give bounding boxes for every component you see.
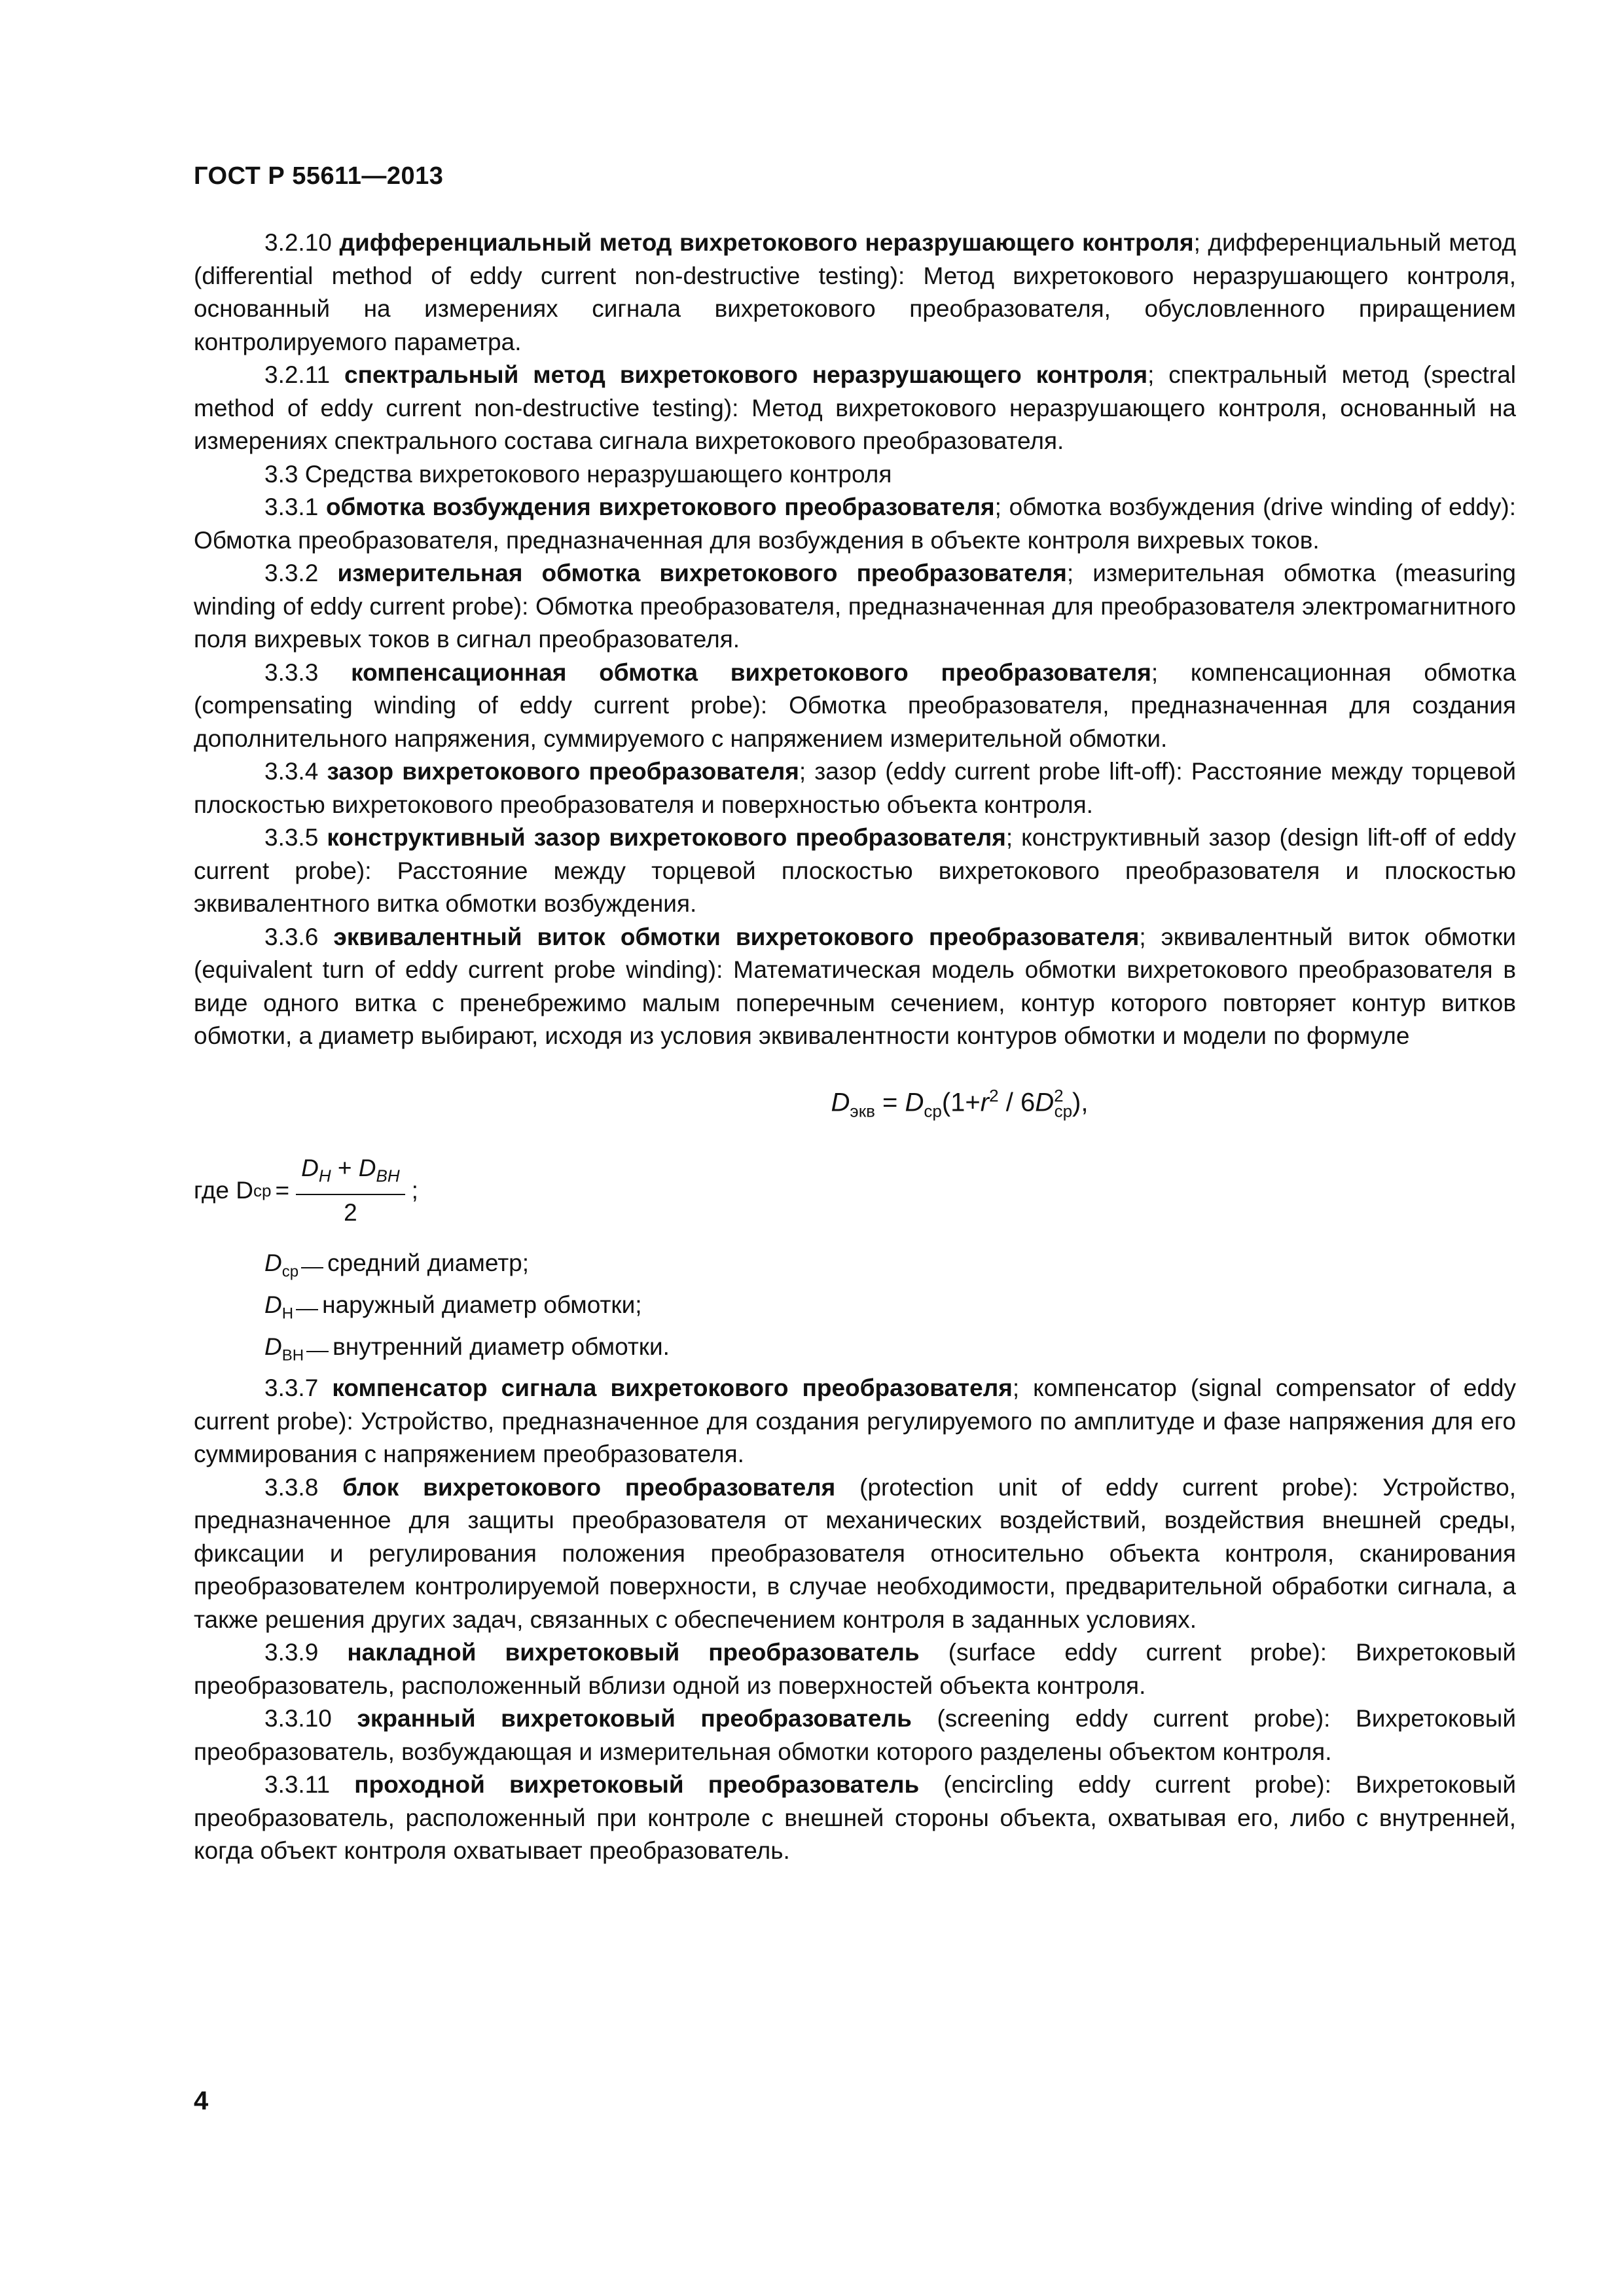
formula-d: D [905,1087,924,1117]
definition-paragraph [194,1372,1516,1471]
dash-line [306,1351,329,1352]
num-a: D [301,1155,319,1182]
definition-text: ; измерительная обмотка (measuring winding of eddy current probe): Обмотка преобразователя, предназначенная для преобразователя электромагнитного поля вихревых токов в сигнал преобразователя. [194,560,1516,653]
definition-paragraph [194,1471,1516,1637]
definition-text: ; обмотка возбуждения (drive winding of eddy): Обмотка преобразователя, предназначенная для возбуждения в объекте контроля вихревых токов. [194,493,1517,554]
num-b: D [358,1155,376,1182]
definition-paragraph [194,359,1516,458]
defined-term: конструктивный зазор вихретокового преобразователя [327,824,1006,851]
formula-open: (1+ [941,1087,981,1117]
num-b-sub: BH [376,1166,400,1186]
symbol-definition [264,1247,1516,1289]
where-suffix: ; [411,1177,418,1204]
definition-text: ; эквивалентный виток обмотки (equivalent turn of eddy current probe winding): Математическая модель обмотки вихретокового преобразователя в виде одного витка с пренебрежимо малым поперечным сечением, контур которого повторяет контур витков обмотки, а диаметр выбирают, исходя из условия эквивалентности контуров обмотки и модели по формуле [194,923,1516,1049]
symbol-sub: ср [281,1263,299,1281]
symbol-definition [264,1289,1516,1331]
defined-term: накладной вихретоковый преобразователь [347,1639,920,1666]
symbol: D [264,1291,282,1318]
equivalent-turn-formula [194,1079,1516,1128]
definition-paragraph [194,491,1516,557]
num-a-sub: H [318,1166,331,1186]
clause-number: 3.3.7 [264,1374,319,1402]
where-prefix-sub: ср [253,1181,272,1201]
defined-term: блок вихретокового преобразователя [342,1473,836,1501]
num-plus: + [337,1155,352,1182]
defined-term: эквивалентный виток обмотки вихретокового преобразователя [333,923,1140,950]
symbol-meaning: внутренний диаметр обмотки. [333,1333,670,1360]
dash-line [301,1267,323,1268]
symbol-definitions [194,1247,1516,1372]
symbol-meaning: наружный диаметр обмотки; [322,1291,642,1318]
defined-term: экранный вихретоковый преобразователь [357,1705,912,1732]
symbol: D [264,1333,282,1360]
defined-term: спектральный метод вихретокового неразрушающего контроля [344,361,1148,388]
defined-term: зазор вихретокового преобразователя [327,758,799,785]
formula-lhs: D [831,1087,850,1117]
fraction-denominator: 2 [344,1199,357,1227]
definition-text: (encircling eddy current probe): Вихретоковый преобразователь, расположенный при контроле с внешней стороны объекта, охватывая его, либо с внутренней, когда объект контроля охватывает преобразователь. [194,1771,1516,1865]
clause-number: 3.3.9 [264,1639,319,1666]
where-eq: = [275,1177,290,1204]
definition-paragraph [194,458,1516,492]
symbol-meaning: средний диаметр; [327,1249,529,1276]
definition-text: ; спектральный метод (spectral method of eddy current non-destructive testing): Метод вихретокового неразрушающего контроля, основанный на измерениях спектрального состава сигнала вихретокового преобразователя. [194,361,1517,454]
clause-number: 3.3.11 [264,1771,331,1799]
defined-term: компенсатор сигнала вихретокового преобразователя [332,1374,1013,1402]
clause-number: 3.3.2 [264,560,319,586]
formula-d2: D [1035,1087,1055,1117]
where-clause [194,1152,1516,1229]
defined-term: компенсационная обмотка вихретокового преобразователя [351,658,1151,686]
clause-number: 3.3.3 [264,658,319,686]
definition-paragraph [194,821,1516,921]
formula-r-sup: 2 [989,1085,999,1105]
formula-r: r [980,1087,990,1117]
clause-number: 3.3.1 [264,493,319,520]
formula-close: ), [1072,1087,1089,1117]
clause-number: 3.3.4 [264,758,319,785]
clause-number: 3.3 Средства вихретокового неразрушающего контроля [264,460,892,488]
formula-d-sub: ср [924,1100,942,1121]
definition-text: ; компенсационная обмотка (compensating winding of eddy current probe): Обмотка преобразователя, предназначенная для создания дополнительного напряжения, суммируемого с напряжением измерительной обмотки. [194,658,1516,752]
definition-text: (protection unit of eddy current probe): Устройство, предназначенное для защиты преобразователя от механических воздействий, воздействия внешней среды, фиксации и регулирования положения преобразователя относительно объекта контроля, сканирования преобразователем контролируемой поверхности, в случае необходимости, предварительной обработки сигнала, а также решения других задач, связанных с обеспечением контроля в заданных условиях. [194,1473,1516,1633]
definition-paragraph [194,1702,1516,1768]
diameter-fraction [296,1152,405,1229]
fraction-numerator [296,1152,405,1195]
formula-slash: / 6 [1005,1087,1036,1117]
clause-number: 3.3.8 [264,1473,319,1501]
definition-paragraph [194,921,1516,1053]
definition-paragraph [194,755,1516,821]
defined-term: дифференциальный метод вихретокового неразрушающего контроля [339,229,1194,256]
definition-text: (screening eddy current probe): Вихретоковый преобразователь, возбуждающая и измерительная обмотки которого разделены объектом контроля. [194,1705,1516,1765]
clause-number: 3.2.11 [264,361,331,388]
symbol-sub: Н [281,1304,294,1322]
definition-text: ; дифференциальный метод (differential method of eddy current non-destructive testing): Метод вихретокового неразрушающего контроля, основанный на измерениях сигнала вихретокового преобразователя, обусловленного приращением контролируемого параметра. [194,229,1516,355]
definition-text: (surface eddy current probe): Вихретоковый преобразователь, расположенный вблизи одной из поверхностей объекта контроля. [194,1639,1517,1699]
symbol: D [264,1249,282,1276]
defined-term: проходной вихретоковый преобразователь [354,1771,920,1799]
document-header: ГОСТ Р 55611—2013 [194,162,444,190]
defined-term: обмотка возбуждения вихретокового преобразователя [326,493,995,520]
document-body [194,226,1516,1868]
definition-paragraph [194,226,1516,359]
defined-term: измерительная обмотка вихретокового преобразователя [337,560,1067,586]
definition-text: ; конструктивный зазор (design lift-off of eddy current probe): Расстояние между торцевой плоскостью вихретокового преобразователя и плоскостью эквивалентного витка обмотки возбуждения. [194,824,1517,917]
clause-number: 3.3.5 [264,824,319,851]
clause-number: 3.3.10 [264,1705,332,1732]
symbol-definition [264,1331,1516,1372]
formula-d2-sup: 2 [1054,1085,1064,1105]
formula-lhs-sub: экв [850,1100,875,1121]
definition-paragraph [194,1768,1516,1868]
page-number: 4 [194,2087,209,2115]
dash-line [296,1309,318,1310]
definitions-group-a [194,226,1516,1053]
definition-paragraph [194,1636,1516,1702]
clause-number: 3.2.10 [264,229,332,256]
clause-number: 3.3.6 [264,923,319,950]
symbol-sub: ВН [281,1346,304,1364]
definition-paragraph [194,656,1516,756]
definition-paragraph [194,557,1516,656]
definition-text: ; компенсатор (signal compensator of eddy current probe): Устройство, предназначенное для создания регулируемого по амплитуде и фазе напряжения для его суммирования с напряжением преобразователя. [194,1374,1516,1468]
formula-d2-sub: ср [1054,1100,1073,1121]
formula-eq: = [882,1087,898,1117]
definition-text: ; зазор (eddy current probe lift-off): Расстояние между торцевой плоскостью вихретокового преобразователя и поверхностью объекта контроля. [194,758,1517,818]
where-prefix: где D [194,1177,254,1204]
definitions-group-b [194,1372,1516,1868]
